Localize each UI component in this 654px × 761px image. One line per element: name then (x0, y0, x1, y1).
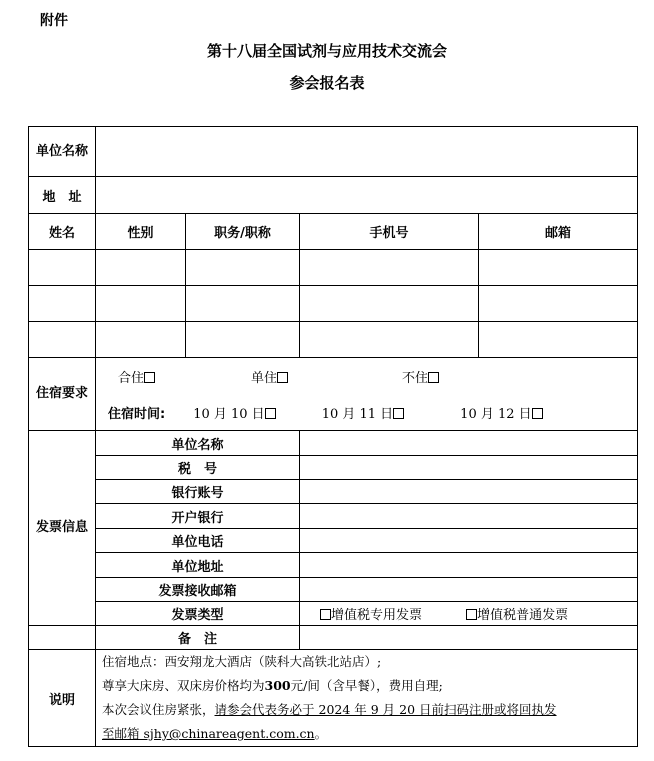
invoice-field-value[interactable] (300, 553, 638, 578)
attendee-position-cell[interactable] (186, 322, 300, 358)
notes-line: 尊享大床房、双床房价格均为300元/间（含早餐），费用自理; (102, 678, 443, 693)
remark-label: 备 注 (96, 626, 300, 650)
attendee-gender-cell[interactable] (96, 250, 186, 286)
invoice-field-label: 发票接收邮箱 (96, 578, 300, 602)
invoice-field-label: 单位名称 (96, 431, 300, 456)
col-header-phone: 手机号 (300, 214, 479, 250)
remark-blank-cell (29, 626, 96, 650)
invoice-field-label: 单位地址 (96, 553, 300, 578)
lodging-option-none[interactable]: 不住 (402, 367, 439, 386)
lodging-date-2[interactable]: 10 月 11 日 (322, 403, 404, 422)
invoice-field-value[interactable] (300, 578, 638, 602)
notes-line: 本次会议住房紧张，请参会代表务必于 2024 年 9 月 20 日前扫码注册或将回执发 (102, 702, 557, 717)
invoice-field-value[interactable] (300, 504, 638, 529)
notes-label: 说明 (29, 650, 96, 747)
attendee-email-cell[interactable] (479, 250, 638, 286)
lodging-date-3[interactable]: 10 月 12 日 (460, 403, 542, 422)
attendee-position-cell[interactable] (186, 286, 300, 322)
checkbox-icon[interactable] (532, 408, 543, 419)
attendee-row (29, 322, 638, 358)
unit-name-field[interactable] (96, 127, 638, 177)
checkbox-icon[interactable] (428, 372, 439, 383)
checkbox-icon[interactable] (466, 609, 477, 620)
attendee-phone-cell[interactable] (300, 322, 479, 358)
invoice-field-value[interactable] (300, 529, 638, 553)
invoice-field-label: 发票类型 (96, 602, 300, 626)
attendee-gender-cell[interactable] (96, 322, 186, 358)
notes-content (96, 650, 638, 747)
address-field[interactable] (96, 177, 638, 214)
page-title: 第十八届全国试剂与应用技术交流会 (206, 42, 447, 60)
invoice-field-label: 单位电话 (96, 529, 300, 553)
checkbox-icon[interactable] (320, 609, 331, 620)
invoice-type-options (300, 602, 638, 626)
checkbox-icon[interactable] (144, 372, 155, 383)
page-subtitle: 参会报名表 (289, 74, 365, 92)
invoice-field-value[interactable] (300, 456, 638, 480)
unit-name-label: 单位名称 (29, 127, 96, 177)
invoice-field-label: 开户银行 (96, 504, 300, 529)
invoice-type-general[interactable]: 增值税普通发票 (466, 608, 568, 623)
col-header-email: 邮箱 (479, 214, 638, 250)
attendee-row (29, 286, 638, 322)
invoice-label: 发票信息 (29, 431, 96, 626)
attendee-phone-cell[interactable] (300, 286, 479, 322)
notes-line: 住宿地点：西安翔龙大酒店（陕科大高铁北站店）; (102, 654, 382, 669)
attendee-name-cell[interactable] (29, 250, 96, 286)
attendee-gender-cell[interactable] (96, 286, 186, 322)
attendee-email-cell[interactable] (479, 286, 638, 322)
attendee-position-cell[interactable] (186, 250, 300, 286)
checkbox-icon[interactable] (265, 408, 276, 419)
invoice-field-label: 税 号 (96, 456, 300, 480)
remark-field[interactable] (300, 626, 638, 650)
lodging-option-shared[interactable]: 合住 (118, 367, 155, 386)
invoice-field-value[interactable] (300, 480, 638, 504)
checkbox-icon[interactable] (393, 408, 404, 419)
attachment-label: 附件 (40, 13, 68, 29)
invoice-field-label: 银行账号 (96, 480, 300, 504)
address-label: 地 址 (29, 177, 96, 214)
lodging-label: 住宿要求 (29, 358, 96, 431)
attendee-phone-cell[interactable] (300, 250, 479, 286)
attendee-name-cell[interactable] (29, 322, 96, 358)
lodging-time-label: 住宿时间: (108, 406, 166, 422)
col-header-position: 职务/职称 (186, 214, 300, 250)
attendee-name-cell[interactable] (29, 286, 96, 322)
lodging-date-1[interactable]: 10 月 10 日 (193, 403, 275, 422)
attendee-row (29, 250, 638, 286)
lodging-option-single[interactable]: 单住 (251, 367, 288, 386)
lodging-options (96, 358, 638, 431)
registration-form (28, 126, 638, 747)
col-header-gender: 性别 (96, 214, 186, 250)
col-header-name: 姓名 (29, 214, 96, 250)
invoice-field-value[interactable] (300, 431, 638, 456)
checkbox-icon[interactable] (277, 372, 288, 383)
attendee-email-cell[interactable] (479, 322, 638, 358)
notes-line: 至邮箱 sjhy@chinareagent.com.cn。 (102, 726, 328, 741)
invoice-type-special[interactable]: 增值税专用发票 (320, 608, 422, 623)
